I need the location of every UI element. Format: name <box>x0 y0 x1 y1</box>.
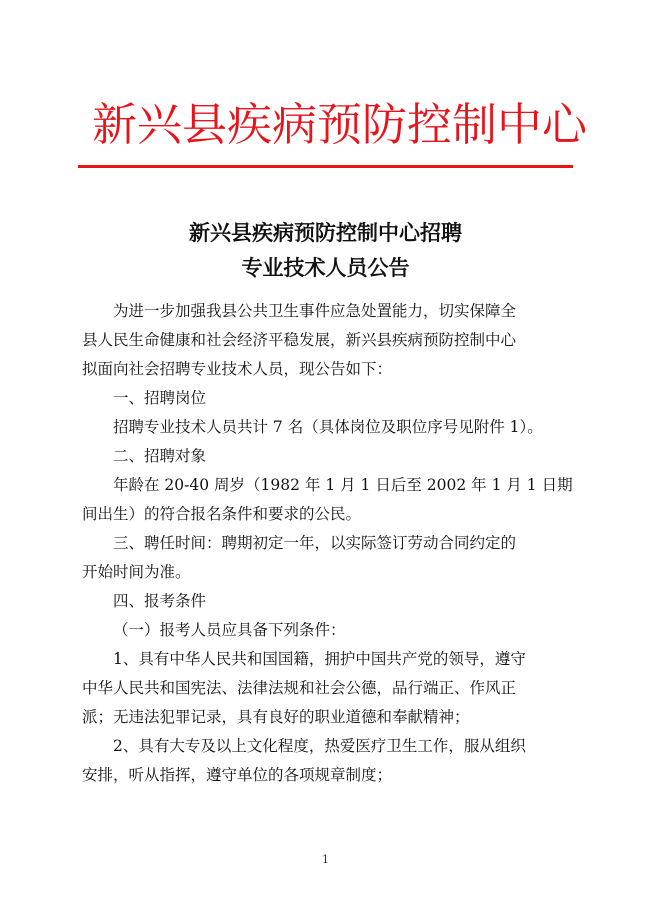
document-title-line-1: 新兴县疾病预防控制中心招聘 <box>189 221 462 245</box>
section-heading-requirements: 四、报考条件 <box>113 592 207 610</box>
section-heading-target: 二、招聘对象 <box>113 447 207 465</box>
page-number: 1 <box>322 853 329 866</box>
organization-masthead: 新兴县疾病预防控制中心 <box>92 98 588 151</box>
body-line: 拟面向社会招聘专业技术人员，现公告如下： <box>82 360 393 378</box>
body-line: 开始时间为准。 <box>82 563 191 581</box>
body-line: 招聘专业技术人员共计 7 名（具体岗位及职位序号见附件 1）。 <box>113 418 543 436</box>
red-header-rule <box>78 165 573 168</box>
body-line: 年龄在 20-40 周岁（1982 年 1 月 1 日后至 2002 年 1 月 1 日期 <box>113 476 573 494</box>
document-title-line-2: 专业技术人员公告 <box>241 256 410 280</box>
body-line: 中华人民共和国宪法、法律法规和社会公德，品行端正、作风正 <box>82 679 517 697</box>
body-line: 安排，听从指挥，遵守单位的各项规章制度； <box>82 766 393 784</box>
section-heading-term: 三、聘任时间：聘期初定一年，以实际签订劳动合同约定的 <box>113 534 517 552</box>
body-line: 派；无违法犯罪记录，具有良好的职业道德和奉献精神； <box>82 708 470 726</box>
body-line: 2、具有大专及以上文化程度，热爱医疗卫生工作，服从组织 <box>113 737 526 755</box>
subsection-heading: （一）报考人员应具备下列条件： <box>113 621 346 639</box>
body-line: 1、具有中华人民共和国国籍，拥护中国共产党的领导，遵守 <box>113 650 526 668</box>
section-heading-positions: 一、招聘岗位 <box>113 389 207 407</box>
announcement-body <box>82 297 582 790</box>
body-line: 县人民生命健康和社会经济平稳发展，新兴县疾病预防控制中心 <box>82 331 517 349</box>
body-line: 为进一步加强我县公共卫生事件应急处置能力，切实保障全 <box>113 302 517 320</box>
body-line: 间出生）的符合报名条件和要求的公民。 <box>82 505 362 523</box>
